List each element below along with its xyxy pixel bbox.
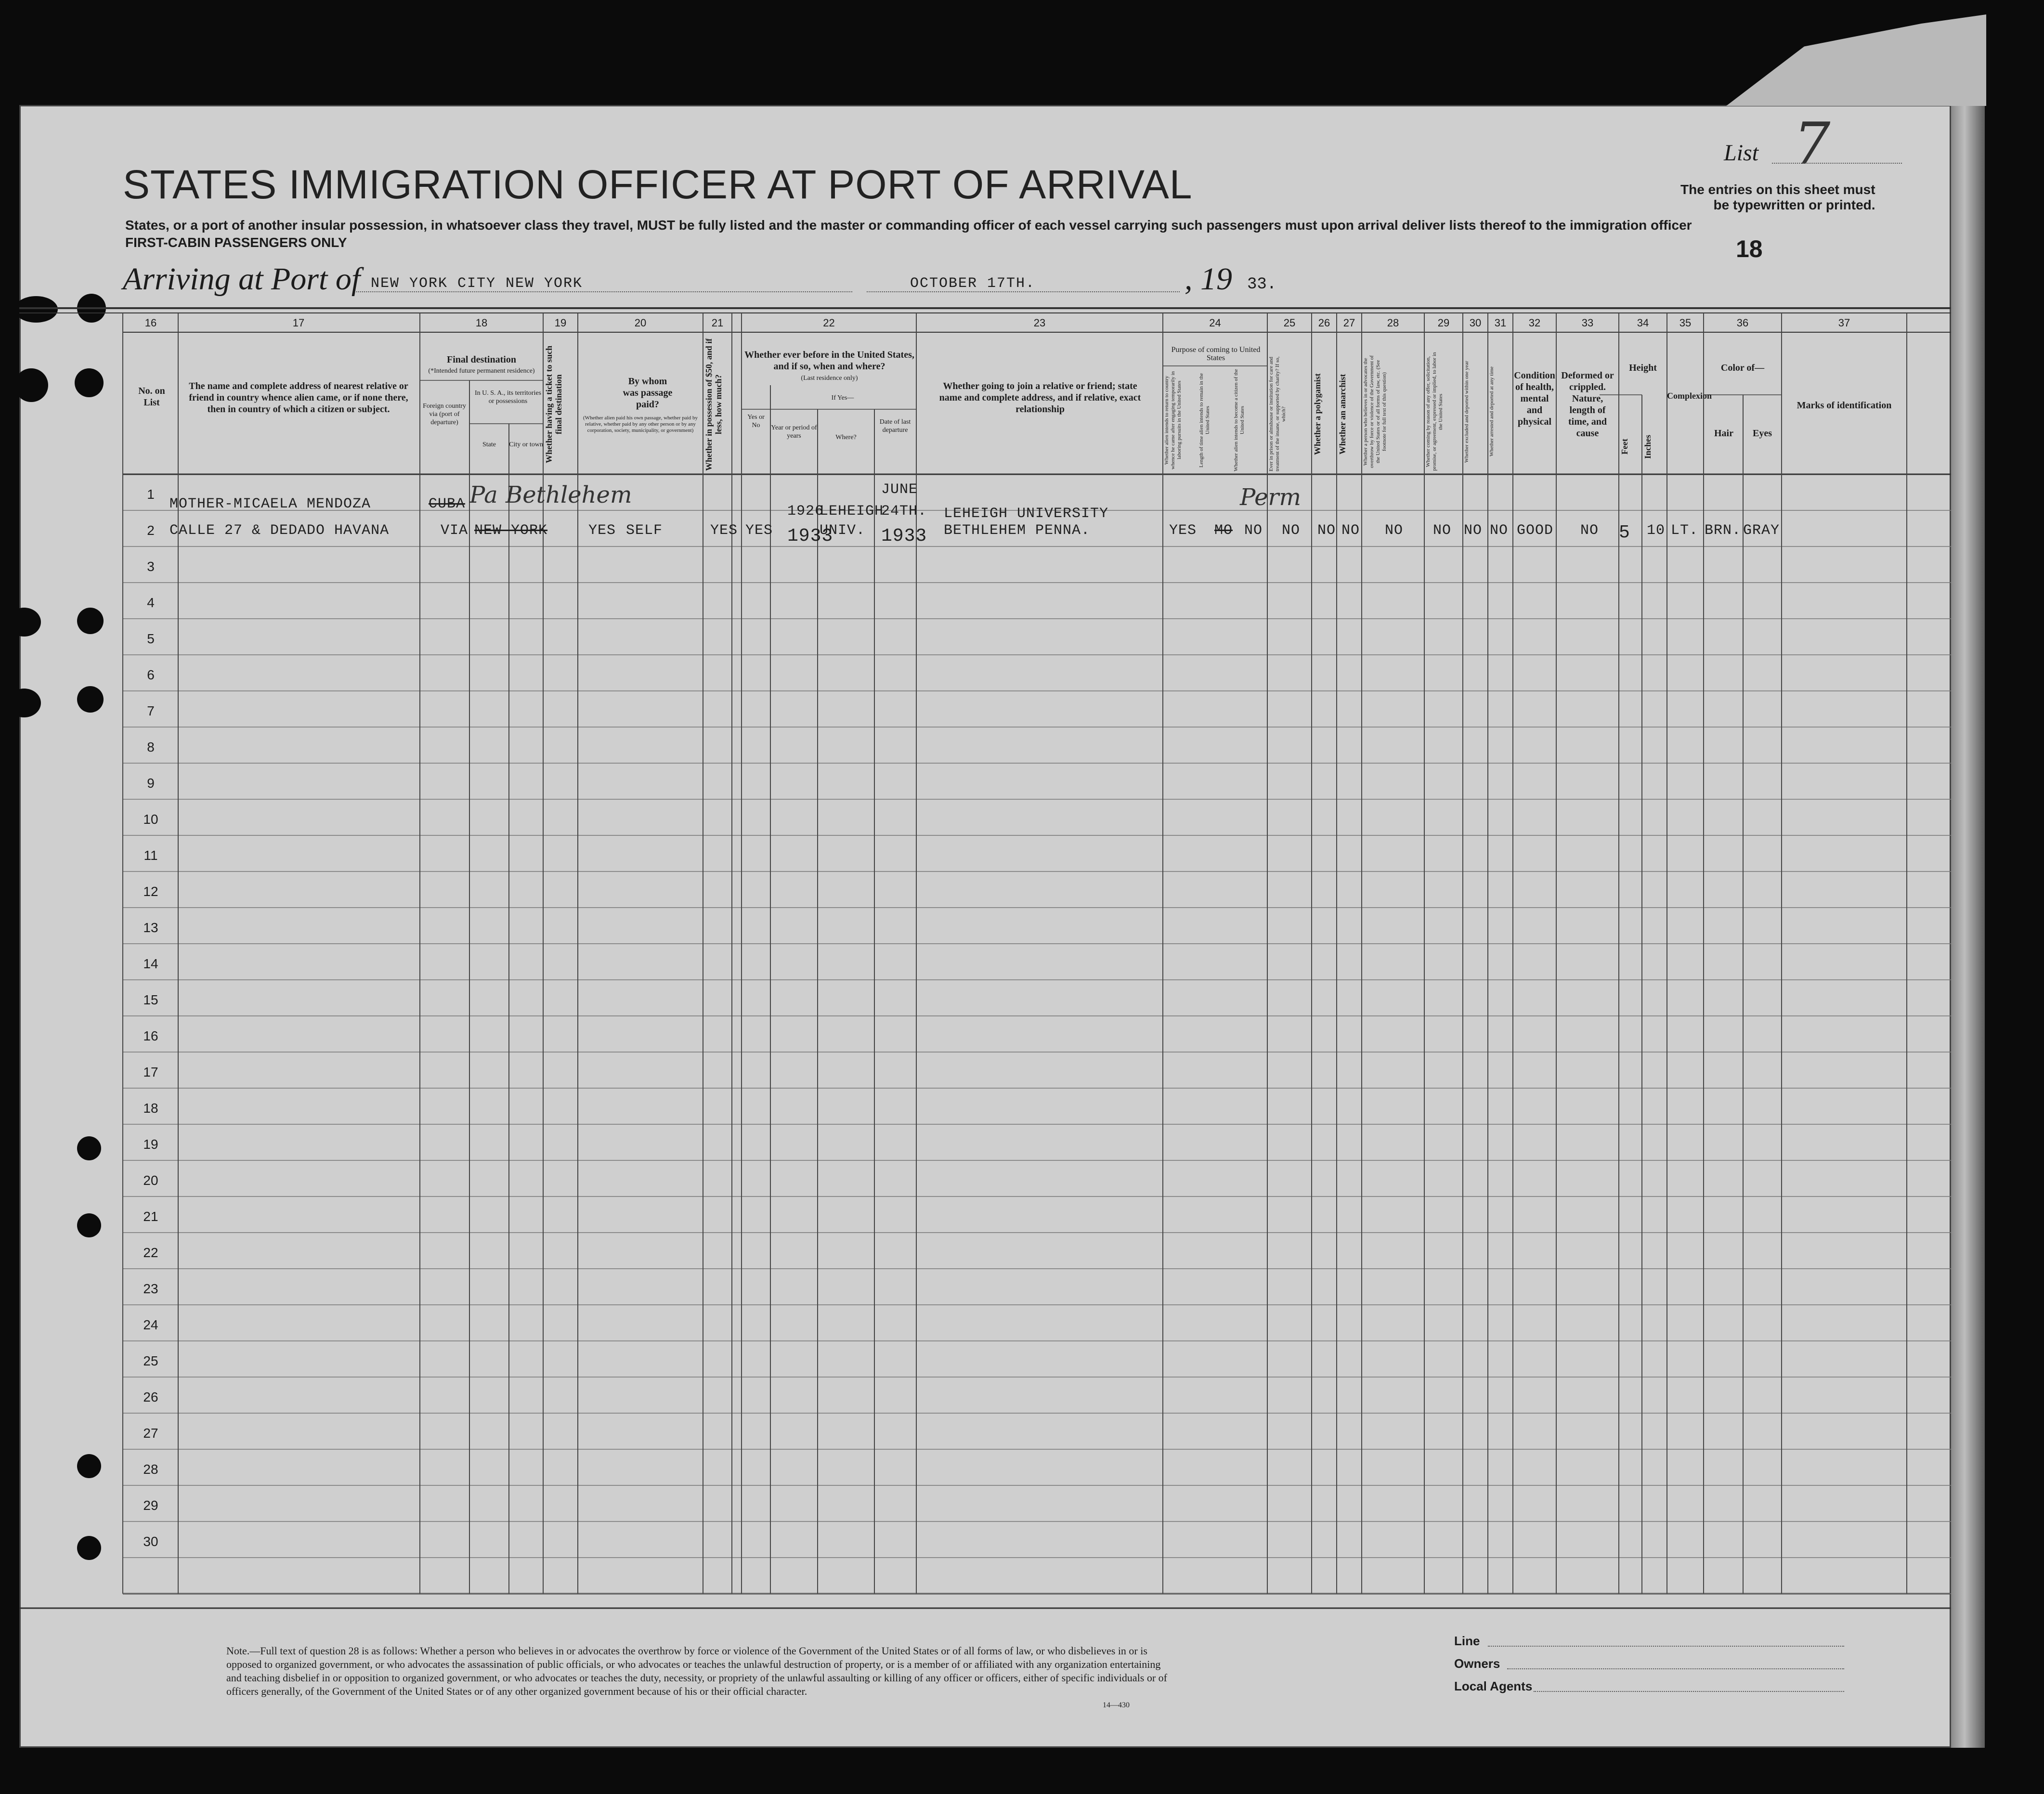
passage-paid-by: SELF (626, 522, 663, 539)
period-end: 1933 (787, 526, 833, 546)
column-number: 17 (292, 317, 305, 329)
answer-q31: NO (1490, 522, 1509, 539)
health-condition: GOOD (1517, 522, 1554, 539)
column-number: 19 (554, 317, 567, 329)
header-question-28: Whether a person who believes in or advocates the overthrow by force or violence of the Government of the United States or of all forms of law, etc. (See footnote for full text of this question) (1363, 355, 1387, 468)
row-number: 8 (147, 740, 155, 755)
column-number: 22 (823, 317, 835, 329)
relative-name: MOTHER-MICAELA MENDOZA (169, 496, 371, 512)
period-start: 1926 (787, 503, 824, 520)
row-number: 17 (143, 1065, 158, 1080)
header-where: Where? (835, 434, 857, 441)
list-number: 7 (1794, 111, 1831, 178)
page-title: STATES IMMIGRATION OFFICER AT PORT OF ARRIVAL (123, 162, 1193, 207)
header-feet: Feet (1620, 439, 1629, 455)
row-number: 9 (147, 776, 155, 791)
previous-place-2: UNIV. (820, 522, 866, 539)
row-number: 10 (143, 812, 158, 827)
row-number: 14 (143, 956, 158, 972)
complexion: LT. (1671, 522, 1699, 539)
money-answer: YES (710, 522, 738, 539)
answer-q25: NO (1282, 522, 1301, 539)
row-number: 26 (143, 1390, 158, 1405)
header-health: Condition of health, mental and physical (1514, 370, 1555, 427)
joining-name: LEHEIGH UNIVERSITY (944, 506, 1109, 522)
answer-q27: NO (1341, 522, 1360, 539)
column-number: 16 (144, 317, 157, 329)
row-number: 6 (147, 667, 155, 683)
column-number: 30 (1469, 317, 1482, 329)
row-number: 5 (147, 631, 155, 647)
header-polygamist: Whether a polygamist (1313, 373, 1322, 455)
header-final-destination-note: (*Intended future permanent residence) (428, 367, 535, 375)
header-money: Whether in possession of $50, and if less, how much? (704, 338, 723, 471)
answer-q29: NO (1433, 522, 1452, 539)
foreign-country-via: VIA (441, 522, 469, 539)
departure-month: JUNE (881, 481, 918, 498)
row-number: 29 (143, 1498, 158, 1513)
agents-label: Local Agents (1454, 1679, 1533, 1693)
column-number: 25 (1283, 317, 1296, 329)
header-city: City or town (509, 441, 543, 448)
column-number: 34 (1637, 317, 1649, 329)
header-eyes: Eyes (1753, 428, 1772, 439)
row-number: 27 (143, 1426, 158, 1441)
column-number: 28 (1387, 317, 1399, 329)
before-in-us-answer: YES (745, 522, 773, 539)
arrival-year-prefix: , 19 (1185, 261, 1232, 297)
header-hair: Hair (1714, 428, 1733, 439)
header-period: Year or period of years (771, 424, 817, 440)
column-number: 24 (1209, 317, 1221, 329)
header-ticket: Whether having a ticket to such final destination (544, 345, 563, 464)
typewritten-note: The entries on this sheet must be typewritten or printed. (1680, 182, 1875, 212)
header-passage-paid-note: (Whether alien paid his own passage, whether paid by relative, whether paid by any other person or by any corporation, society, municipality, or government) (583, 415, 698, 433)
row-number: 20 (143, 1173, 158, 1188)
row-number: 22 (143, 1245, 158, 1261)
destination-state-handwritten: Pa (469, 481, 498, 508)
foreign-country-struck: CUBA (429, 496, 466, 512)
arriving-label: Arriving at Port of (123, 261, 361, 297)
column-number: 37 (1838, 317, 1850, 329)
row-number: 18 (143, 1101, 158, 1116)
header-marks: Marks of identification (1797, 400, 1892, 411)
row-number: 25 (143, 1353, 158, 1369)
destination-city-struck: NEW YORK (474, 522, 548, 539)
header-inches: Inches (1643, 434, 1653, 459)
joining-address: BETHLEHEM PENNA. (944, 522, 1091, 539)
height-inches: 10 (1647, 522, 1666, 539)
arrival-port: NEW YORK CITY NEW YORK (371, 275, 583, 292)
arrival-year: 33. (1247, 275, 1277, 294)
deformed-answer: NO (1580, 522, 1599, 539)
answer-q28: NO (1385, 522, 1404, 539)
row-number: 19 (143, 1137, 158, 1152)
eye-color: GRAY (1743, 522, 1780, 539)
row-number: 2 (147, 523, 155, 538)
row-number: 24 (143, 1317, 158, 1333)
row-number: 28 (143, 1462, 158, 1477)
height-feet: 5 (1619, 522, 1630, 543)
column-number: 18 (475, 317, 488, 329)
previous-place: LEHEIGH (820, 503, 884, 520)
row-number: 16 (143, 1028, 158, 1044)
row-number: 30 (143, 1534, 158, 1549)
header-in-usa: In U. S. A., its territories or possessions (474, 390, 542, 405)
header-list-number: No. on List (138, 386, 165, 408)
row-number: 3 (147, 559, 155, 574)
header-relative: The name and complete address of nearest relative or friend in country whence alien came, or if none there, then in country of which a citizen or subject. (189, 381, 408, 415)
column-number: 35 (1679, 317, 1692, 329)
row-number: 4 (147, 595, 155, 611)
hair-color: BRN. (1705, 522, 1742, 539)
column-number: 32 (1528, 317, 1541, 329)
row-number: 12 (143, 884, 158, 899)
header-state: State (482, 441, 496, 448)
relative-address: CALLE 27 & DEDADO HAVANA (169, 522, 390, 539)
departure-year: 1933 (881, 526, 927, 546)
row-number: 21 (143, 1209, 158, 1224)
column-number: 33 (1581, 317, 1594, 329)
header-height: Height (1629, 363, 1657, 373)
row-number: 23 (143, 1281, 158, 1297)
header-excluded: Whether excluded and deported within one year (1464, 361, 1470, 463)
header-purpose-b: Length of time alien intends to remain in the United States (1198, 373, 1211, 468)
column-number: 20 (634, 317, 647, 329)
answer-q26: NO (1317, 522, 1336, 539)
agents-underline (1534, 1691, 1844, 1692)
header-last-residence: (Last residence only) (801, 375, 858, 382)
answer-q30: NO (1464, 522, 1483, 539)
header-foreign-country: Foreign country via (port of departure) (423, 403, 466, 426)
header-if-yes: If Yes— (831, 394, 854, 402)
column-number: 29 (1437, 317, 1450, 329)
header-complexion: Complexion (1667, 391, 1712, 401)
list-label: List (1724, 140, 1759, 166)
header-departure: Date of last departure (879, 418, 911, 434)
header-purpose-a: Whether alien intends to return to country whence he came after engaging temporarily in laboring pursuits in the United States (1164, 371, 1182, 469)
row-number: 11 (143, 848, 158, 863)
form-number: 14—430 (1103, 1701, 1130, 1709)
owners-label: Owners (1454, 1656, 1500, 1671)
header-purpose-c: Whether alien intends to become a citizen of the United States (1233, 369, 1245, 471)
header-deformed: Deformed or crippled. Nature, length of time, and cause (1561, 370, 1614, 439)
header-arrested: Whether arrested and deported at any time (1489, 366, 1495, 457)
instructions-line: States, or a port of another insular possession, in whatsoever class they travel, MUST be fully listed and the master or commanding officer of each vessel carrying such passengers must upon arrival deliver lists thereof to the immigration officer (125, 218, 1692, 233)
row-number: 7 (147, 703, 155, 719)
departure-day: 24TH. (881, 503, 927, 520)
question-28-footnote: Note.—Full text of question 28 is as follows: Whether a person who believes in or advocates the overthrow by force or violence of the Government of the United States or of all forms of law, or who disbelieves in or is opposed to organized government, or who advocates the assassination of public officials, or who advocates or teaches the unlawful destruction of property, or is a member of or affiliated with any organization entertaining and teaching disbelief in or opposition to organized government, or who advocates or teaches the duty, necessity, or propriety of the unlawful assaulting or killing of any officer or officers, either of specific individuals or of officers generally, of the Government of the United States or of any other organized government because of his or their official character. (226, 1645, 1167, 1697)
column-number: 27 (1343, 317, 1355, 329)
row-number: 1 (147, 487, 155, 502)
row-number: 15 (143, 992, 158, 1008)
header-join-relative: Whether going to join a relative or friend; state name and complete address, and if relative, exact relationship (939, 381, 1141, 415)
purpose-length-handwritten: Perm (1240, 484, 1302, 511)
header-purpose: Purpose of coming to United States (1171, 346, 1261, 362)
purpose-length-struck: MO (1214, 522, 1233, 539)
column-number: 23 (1033, 317, 1046, 329)
ticket-answer: YES (588, 522, 616, 539)
line-label: Line (1454, 1634, 1480, 1648)
column-number: 31 (1494, 317, 1507, 329)
column-number: 36 (1736, 317, 1749, 329)
arrival-date: OCTOBER 17TH. (910, 275, 1036, 292)
header-color-of: Color of— (1720, 363, 1765, 373)
header-passage-paid: By whom was passage paid? (623, 376, 673, 410)
header-final-destination: Final destination (447, 354, 516, 365)
column-number: 26 (1318, 317, 1330, 329)
purpose-return: YES (1169, 522, 1197, 539)
column-number: 21 (711, 317, 724, 329)
header-anarchist: Whether an anarchist (1338, 374, 1347, 455)
sheet-number: 18 (1736, 235, 1763, 262)
header-yes-or-no: Yes or No (747, 414, 765, 429)
row-number: 13 (143, 920, 158, 936)
header-prison: Ever in prison or almshouse or institution for care and treatment of the insane, or supported by charity? If so, which? (1268, 356, 1287, 472)
purpose-citizen: NO (1244, 522, 1263, 539)
destination-city-handwritten: Bethlehem (506, 481, 632, 508)
header-offer-labor: Whether coming by reason of any offer, solicitation, promise, or agreement, expressed or implied, to labor in the United States (1425, 352, 1444, 471)
header-before-in-us: Whether ever before in the United States, and if so, when and where? (744, 350, 914, 372)
class-line: FIRST-CABIN PASSENGERS ONLY (125, 235, 347, 250)
owners-underline (1507, 1668, 1844, 1669)
line-underline (1488, 1646, 1844, 1647)
